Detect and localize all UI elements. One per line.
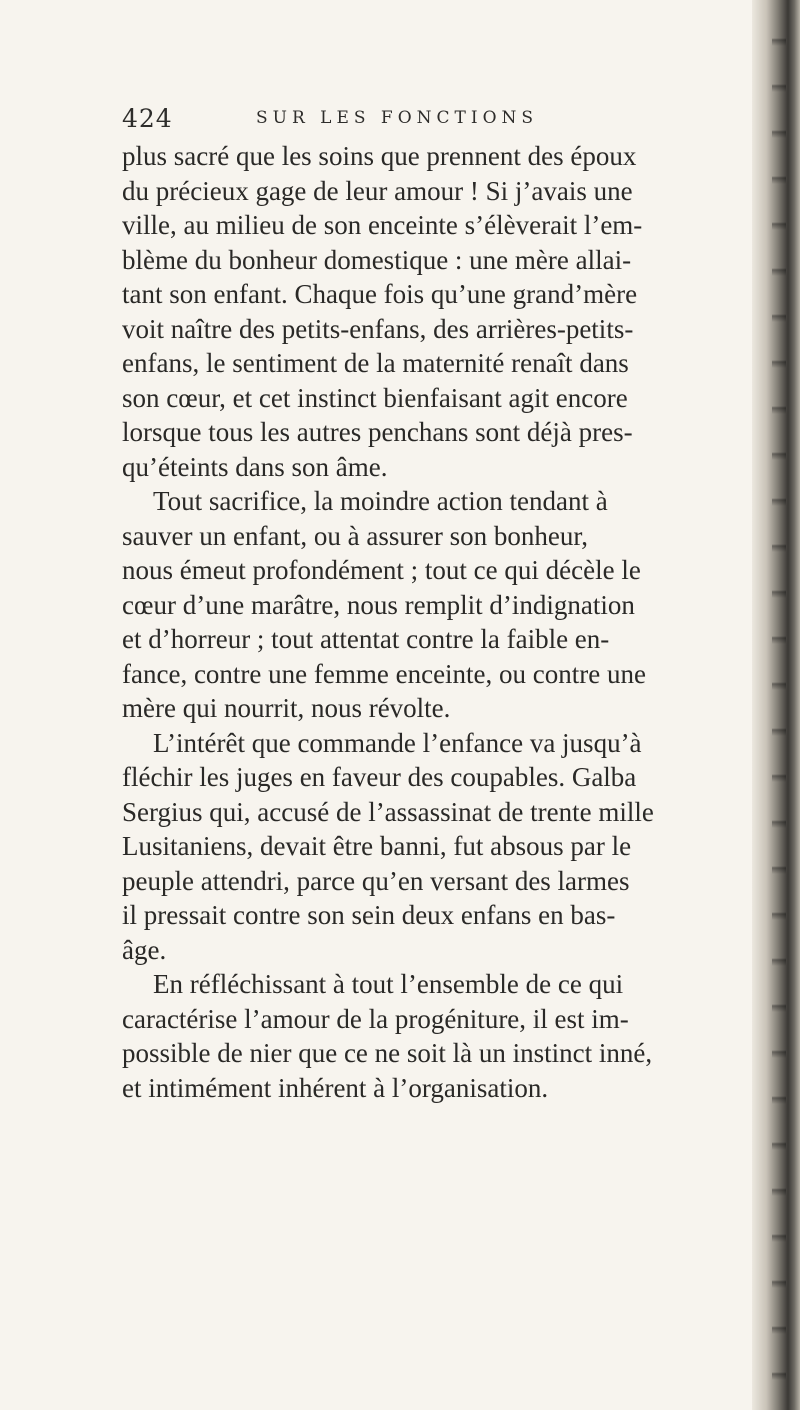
text-line: peuple attendri, parce qu’en versant des larmes (122, 865, 630, 896)
page-number: 424 (122, 104, 173, 133)
text-line: et d’horreur ; tout attentat contre la faible en- (122, 624, 610, 654)
text-line: fléchir les juges en faveur des coupables. Galba (122, 762, 637, 792)
text-line: plus sacré que les soins que prennent des époux (122, 141, 637, 171)
text-line: cœur d’une marâtre, nous remplit d’indignation (122, 589, 635, 620)
text-line: il pressait contre son sein deux enfans en bas- (122, 900, 616, 930)
text-line: L’intérêt que commande l’enfance va jusqu’à (153, 727, 642, 758)
binding-stitching (772, 0, 786, 1410)
text-line: blème du bonheur domestique : une mère allai- (122, 244, 632, 275)
text-line: Sergius qui, accusé de l’assassinat de trente mille (122, 796, 654, 827)
text-line: sauver un enfant, ou à assurer son bonheur, (122, 520, 589, 551)
page-header (122, 104, 740, 134)
text-line: Tout sacrifice, la moindre action tendant à (153, 486, 608, 516)
text-line: possible de nier que ce ne soit là un instinct inné, (122, 1038, 653, 1068)
text-line: qu’éteints dans son âme. (122, 451, 388, 482)
text-line: son cœur, et cet instinct bienfaisant agit encore (122, 382, 628, 413)
running-head: SUR LES FONCTIONS (256, 108, 539, 128)
body-text (122, 139, 740, 1105)
text-line: et intimément inhérent à l’organisation. (122, 1072, 549, 1103)
text-line: lorsque tous les autres penchans sont déjà pres- (122, 417, 633, 447)
page-text-block (122, 104, 740, 1105)
text-line: voit naître des petits-enfans, des arrières-petits- (122, 313, 634, 344)
text-line: fance, contre une femme enceinte, ou contre une (122, 658, 646, 689)
text-line: ville, au milieu de son enceinte s’élèverait l’em- (122, 210, 643, 240)
text-line: tant son enfant. Chaque fois qu’une grand’mère (122, 279, 638, 309)
text-line: du précieux gage de leur amour ! Si j’avais une (122, 175, 633, 206)
text-line: âge. (122, 934, 167, 965)
text-line: En réfléchissant à tout l’ensemble de ce qui (153, 969, 624, 999)
text-line: enfans, le sentiment de la maternité renaît dans (122, 348, 629, 378)
text-line: caractérise l’amour de la progéniture, il est im- (122, 1003, 629, 1034)
text-line: mère qui nourrit, nous révolte. (122, 693, 451, 723)
text-line: nous émeut profondément ; tout ce qui décèle le (122, 555, 641, 585)
text-line: Lusitaniens, devait être banni, fut absous par le (122, 831, 632, 861)
